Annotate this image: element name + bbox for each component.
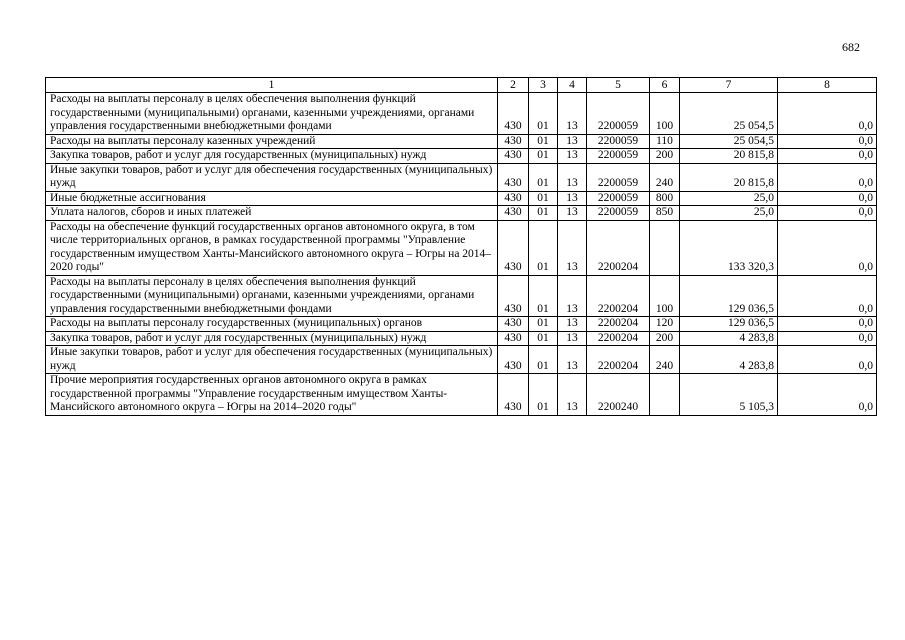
expense-type-cell: 200 xyxy=(650,331,680,346)
target-article-cell: 2200204 xyxy=(587,331,650,346)
amount-2-cell: 0,0 xyxy=(778,149,877,164)
target-article-cell: 2200059 xyxy=(587,149,650,164)
amount-cell: 25,0 xyxy=(680,191,778,206)
table-row xyxy=(46,93,877,135)
section-code-cell: 01 xyxy=(529,346,558,374)
column-header: 5 xyxy=(587,78,650,93)
table-row xyxy=(46,346,877,374)
ministry-code-cell: 430 xyxy=(498,220,529,275)
section-code-cell: 01 xyxy=(529,317,558,332)
amount-2-cell: 0,0 xyxy=(778,163,877,191)
expense-type-cell: 100 xyxy=(650,275,680,317)
table-row xyxy=(46,331,877,346)
row-name-cell: Расходы на выплаты персоналу в целях обеспечения выполнения функций государственными (муниципальными) органами, казенными учреждениями, органами управления государственными внебюджетными фондами xyxy=(46,93,498,135)
column-header: 1 xyxy=(46,78,498,93)
target-article-cell: 2200059 xyxy=(587,134,650,149)
amount-2-cell: 0,0 xyxy=(778,346,877,374)
expense-type-cell: 240 xyxy=(650,346,680,374)
row-name-cell: Расходы на обеспечение функций государственных органов автономного округа, в том числе территориальных органов, в рамках государственной программы "Управление государственным имуществом Ханты-Мансийского автономного округа – Югры на 2014–2020 годы" xyxy=(46,220,498,275)
target-article-cell: 2200204 xyxy=(587,346,650,374)
amount-cell: 25 054,5 xyxy=(680,93,778,135)
subsection-code-cell: 13 xyxy=(558,163,587,191)
table-row xyxy=(46,317,877,332)
ministry-code-cell: 430 xyxy=(498,93,529,135)
row-name-cell: Иные бюджетные ассигнования xyxy=(46,191,498,206)
target-article-cell: 2200059 xyxy=(587,93,650,135)
table-row xyxy=(46,191,877,206)
table-row xyxy=(46,149,877,164)
expense-type-cell xyxy=(650,374,680,416)
subsection-code-cell: 13 xyxy=(558,206,587,221)
expense-type-cell: 800 xyxy=(650,191,680,206)
subsection-code-cell: 13 xyxy=(558,220,587,275)
ministry-code-cell: 430 xyxy=(498,317,529,332)
table-row xyxy=(46,134,877,149)
table-row xyxy=(46,163,877,191)
target-article-cell: 2200204 xyxy=(587,317,650,332)
subsection-code-cell: 13 xyxy=(558,191,587,206)
ministry-code-cell: 430 xyxy=(498,191,529,206)
row-name-cell: Уплата налогов, сборов и иных платежей xyxy=(46,206,498,221)
subsection-code-cell: 13 xyxy=(558,275,587,317)
expense-type-cell: 110 xyxy=(650,134,680,149)
row-name-cell: Расходы на выплаты персоналу государственных (муниципальных) органов xyxy=(46,317,498,332)
amount-cell: 4 283,8 xyxy=(680,331,778,346)
table-row xyxy=(46,374,877,416)
target-article-cell: 2200204 xyxy=(587,220,650,275)
target-article-cell: 2200059 xyxy=(587,206,650,221)
amount-2-cell: 0,0 xyxy=(778,206,877,221)
row-name-cell: Иные закупки товаров, работ и услуг для обеспечения государственных (муниципальных) нужд xyxy=(46,163,498,191)
expense-type-cell: 240 xyxy=(650,163,680,191)
table-body xyxy=(46,93,877,416)
amount-cell: 5 105,3 xyxy=(680,374,778,416)
section-code-cell: 01 xyxy=(529,191,558,206)
amount-2-cell: 0,0 xyxy=(778,134,877,149)
subsection-code-cell: 13 xyxy=(558,317,587,332)
row-name-cell: Расходы на выплаты персоналу казенных учреждений xyxy=(46,134,498,149)
column-header: 8 xyxy=(778,78,877,93)
amount-2-cell: 0,0 xyxy=(778,317,877,332)
amount-2-cell: 0,0 xyxy=(778,220,877,275)
row-name-cell: Прочие мероприятия государственных органов автономного округа в рамках государственной программы "Управление государственным имуществом Ханты-Мансийского автономного округа – Югры на 2014–2020 годы" xyxy=(46,374,498,416)
amount-2-cell: 0,0 xyxy=(778,191,877,206)
ministry-code-cell: 430 xyxy=(498,163,529,191)
amount-cell: 20 815,8 xyxy=(680,149,778,164)
column-header: 3 xyxy=(529,78,558,93)
ministry-code-cell: 430 xyxy=(498,134,529,149)
subsection-code-cell: 13 xyxy=(558,134,587,149)
table-row xyxy=(46,275,877,317)
subsection-code-cell: 13 xyxy=(558,149,587,164)
ministry-code-cell: 430 xyxy=(498,374,529,416)
amount-cell: 129 036,5 xyxy=(680,275,778,317)
column-header: 6 xyxy=(650,78,680,93)
section-code-cell: 01 xyxy=(529,275,558,317)
table-row xyxy=(46,220,877,275)
page-number: 682 xyxy=(842,40,860,54)
row-name-cell: Иные закупки товаров, работ и услуг для обеспечения государственных (муниципальных) нужд xyxy=(46,346,498,374)
amount-cell: 133 320,3 xyxy=(680,220,778,275)
amount-2-cell: 0,0 xyxy=(778,275,877,317)
amount-2-cell: 0,0 xyxy=(778,374,877,416)
section-code-cell: 01 xyxy=(529,134,558,149)
subsection-code-cell: 13 xyxy=(558,374,587,416)
amount-cell: 25,0 xyxy=(680,206,778,221)
expense-type-cell: 200 xyxy=(650,149,680,164)
row-name-cell: Закупка товаров, работ и услуг для государственных (муниципальных) нужд xyxy=(46,331,498,346)
expense-type-cell xyxy=(650,220,680,275)
amount-2-cell: 0,0 xyxy=(778,93,877,135)
amount-cell: 129 036,5 xyxy=(680,317,778,332)
budget-table xyxy=(45,77,877,416)
column-header: 7 xyxy=(680,78,778,93)
subsection-code-cell: 13 xyxy=(558,93,587,135)
column-header: 2 xyxy=(498,78,529,93)
row-name-cell: Закупка товаров, работ и услуг для государственных (муниципальных) нужд xyxy=(46,149,498,164)
ministry-code-cell: 430 xyxy=(498,331,529,346)
section-code-cell: 01 xyxy=(529,149,558,164)
amount-cell: 25 054,5 xyxy=(680,134,778,149)
section-code-cell: 01 xyxy=(529,220,558,275)
target-article-cell: 2200240 xyxy=(587,374,650,416)
target-article-cell: 2200059 xyxy=(587,163,650,191)
column-header: 4 xyxy=(558,78,587,93)
ministry-code-cell: 430 xyxy=(498,206,529,221)
expense-type-cell: 850 xyxy=(650,206,680,221)
table-row xyxy=(46,206,877,221)
expense-type-cell: 120 xyxy=(650,317,680,332)
section-code-cell: 01 xyxy=(529,163,558,191)
target-article-cell: 2200204 xyxy=(587,275,650,317)
subsection-code-cell: 13 xyxy=(558,331,587,346)
amount-2-cell: 0,0 xyxy=(778,331,877,346)
ministry-code-cell: 430 xyxy=(498,149,529,164)
target-article-cell: 2200059 xyxy=(587,191,650,206)
ministry-code-cell: 430 xyxy=(498,346,529,374)
row-name-cell: Расходы на выплаты персоналу в целях обеспечения выполнения функций государственными (муниципальными) органами, казенными учреждениями, органами управления государственными внебюджетными фондами xyxy=(46,275,498,317)
amount-cell: 4 283,8 xyxy=(680,346,778,374)
section-code-cell: 01 xyxy=(529,331,558,346)
amount-cell: 20 815,8 xyxy=(680,163,778,191)
subsection-code-cell: 13 xyxy=(558,346,587,374)
ministry-code-cell: 430 xyxy=(498,275,529,317)
section-code-cell: 01 xyxy=(529,93,558,135)
expense-type-cell: 100 xyxy=(650,93,680,135)
header-row xyxy=(46,78,877,93)
section-code-cell: 01 xyxy=(529,374,558,416)
section-code-cell: 01 xyxy=(529,206,558,221)
